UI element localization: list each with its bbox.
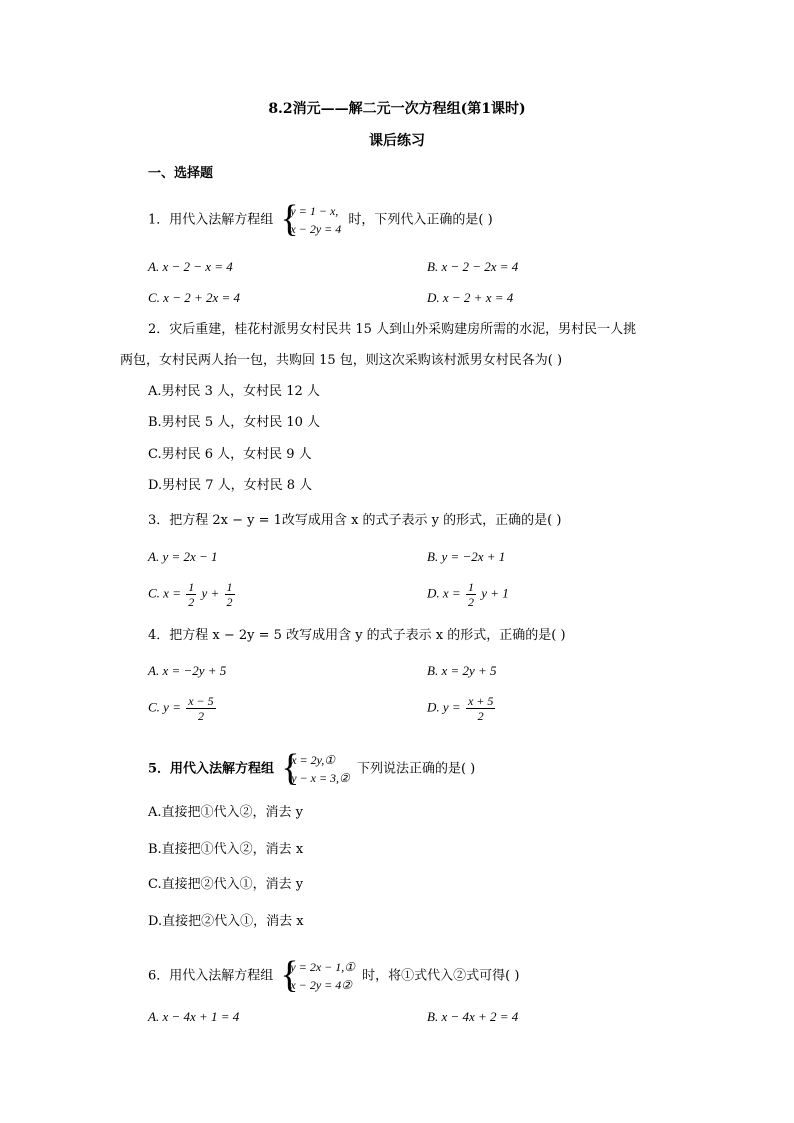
- page-subtitle: 课后练习: [369, 133, 425, 149]
- question-2-line1: 2．灾后重建，桂花村派男女村民共 15 人到山外采购建房所需的水泥，男村民一人挑: [148, 322, 637, 337]
- equation-system-5: [281, 747, 350, 789]
- system-6-eq1: y = 2x − 1,①: [290, 960, 356, 974]
- fraction: $\frac{1}{2}$: [188, 580, 195, 609]
- question-4-stem: 4．把方程 x − 2y = 5 改写成用含 y 的式子表示 x 的形式，正确的是( ): [148, 628, 566, 643]
- q1-option-d: D. x − 2 + x = 4: [427, 290, 514, 305]
- q5-option-b: B.直接把①代入②，消去 x: [148, 842, 304, 857]
- q5-option-c: C.直接把②代入①，消去 y: [148, 877, 304, 892]
- q2-option-b: B.男村民 5 人，女村民 10 人: [148, 415, 321, 430]
- question-5-stem: [148, 747, 476, 789]
- question-6-stem: [148, 954, 520, 996]
- brace-icon: {: [280, 198, 299, 240]
- question-1-suffix: 时，下列代入正确的是( ): [348, 212, 493, 228]
- q3-option-d: [427, 580, 509, 609]
- system-5-eq1: x = 2y,①: [291, 753, 336, 767]
- q6-option-a: A. x − 4x + 1 = 4: [148, 1009, 240, 1024]
- q6-option-b: B. x − 4x + 2 = 4: [427, 1009, 519, 1024]
- question-2-line2: 两包，女村民两人抬一包，共购回 15 包，则这次采购该村派男女村民各为( ): [120, 353, 563, 368]
- q2-option-a: A.男村民 3 人，女村民 12 人: [148, 384, 320, 399]
- q3-option-d-mid: y + 1: [481, 585, 509, 601]
- q1-option-b: B. x − 2 − 2x = 4: [427, 259, 519, 274]
- q3-option-c-label: C. x =: [148, 585, 181, 601]
- q4-option-c: [148, 694, 218, 723]
- fraction: $\frac{x - 5}{2}$: [188, 694, 214, 723]
- question-6-prefix: 6．用代入法解方程组: [148, 968, 274, 984]
- q3-option-b: B. y = −2x + 1: [427, 549, 506, 564]
- system-5-eq2: y − x = 3,②: [291, 771, 350, 785]
- q3-option-a: A. y = 2x − 1: [148, 549, 218, 564]
- q4-option-a: A. x = −2y + 5: [148, 663, 227, 678]
- q4-option-c-label: C. y =: [148, 699, 181, 715]
- system-1-eq2: x − 2y = 4: [290, 222, 342, 236]
- question-1-prefix: 1．用代入法解方程组: [148, 212, 274, 228]
- question-5-prefix: 5．用代入法解方程组: [148, 761, 275, 777]
- q3-option-c-mid: y +: [201, 585, 220, 601]
- fraction: $\frac{x + 5}{2}$: [467, 694, 494, 723]
- q3-option-c: [148, 580, 237, 609]
- page-title: 8.2消元——解二元一次方程组(第1课时): [268, 101, 526, 117]
- brace-icon: {: [281, 747, 300, 789]
- q4-option-d-label: D. y =: [427, 699, 461, 715]
- section-heading: 一、选择题: [148, 166, 214, 181]
- fraction: $\frac{1}{2}$: [226, 580, 233, 609]
- q1-option-c: C. x − 2 + 2x = 4: [148, 290, 241, 305]
- system-6-eq2: x − 2y = 4②: [290, 978, 353, 992]
- q4-option-b: B. x = 2y + 5: [427, 663, 497, 678]
- q2-option-d: D.男村民 7 人，女村民 8 人: [148, 478, 313, 493]
- fraction: $\frac{1}{2}$: [467, 580, 474, 609]
- equation-system-6: [280, 954, 356, 996]
- q3-option-d-label: D. x =: [427, 585, 461, 601]
- q1-option-a: A. x − 2 − x = 4: [148, 259, 233, 274]
- brace-icon: {: [280, 954, 299, 996]
- question-6-suffix: 时，将①式代入②式可得( ): [362, 968, 520, 984]
- question-5-suffix: 下列说法正确的是( ): [356, 761, 476, 777]
- equation-system-1: [280, 198, 342, 240]
- q5-option-a: A.直接把①代入②，消去 y: [148, 805, 303, 820]
- question-3-stem: 3．把方程 2x − y = 1改写成用含 x 的式子表示 y 的形式，正确的是( ): [148, 513, 562, 528]
- q4-option-d: [427, 694, 497, 723]
- q5-option-d: D.直接把②代入①，消去 x: [148, 914, 304, 929]
- q2-option-c: C.男村民 6 人，女村民 9 人: [148, 447, 312, 462]
- system-1-eq1: y = 1 − x,: [290, 204, 339, 218]
- question-1-stem: [148, 198, 493, 240]
